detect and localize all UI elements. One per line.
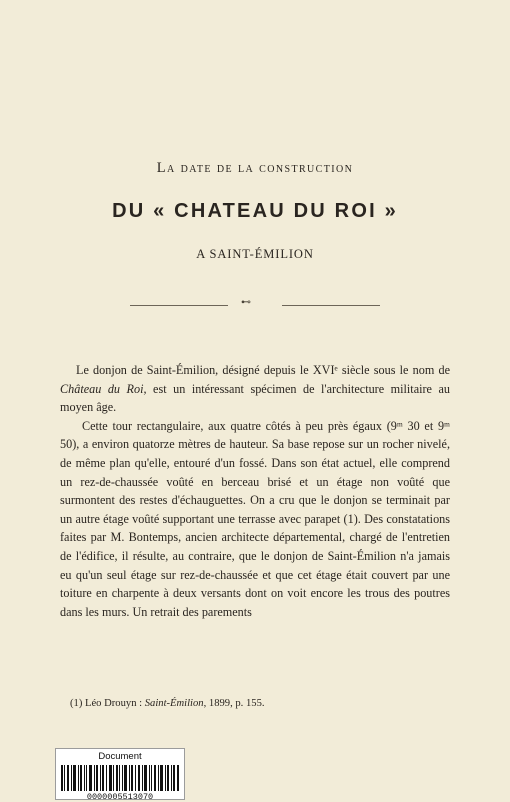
- title-line-1: La date de la construction: [156, 160, 354, 176]
- stamp-label: Document: [98, 751, 142, 762]
- footnote-suffix: , 1899, p. 155.: [203, 698, 265, 709]
- title-line-3: A SAINT-ÉMILION: [196, 247, 314, 261]
- paragraph-1-end: est un intéressant spécimen de l'architecture militaire au moyen âge.: [60, 381, 450, 415]
- footnote-prefix: (1) Léo Drouyn :: [70, 698, 145, 709]
- ornament-rule-right: [282, 305, 380, 306]
- footnote: [70, 698, 450, 709]
- paragraph-2: Cette tour rectangulaire, aux quatre côtés à peu près égaux (9ᵐ 30 et 9ᵐ 50), a environ quatorze mètres de hauteur. Sa base repose sur un rocher nivelé, de même plan qu'elle, entouré d'un fossé. Dans son état actuel, elle comprend un rez-de-chaussée voûté en berceau brisé et un étage non voûté que surmontent des restes d'échauguettes. On a cru que le donjon se terminait par un autre étage voûté supportant une terrasse avec parapet (1). Des constatations faites par M. Bontemps, ancien architecte départemental, chargé de l'entretien de l'édifice, il résulte, au contraire, que le donjon de Saint-Émilion n'a jamais eu qu'un seul étage sur rez-de-chaussée et que cet étage était couvert par une toiture en charpente à deux versants dont on voit encore les trous des poutres dans les murs. Un retrait des parements: [60, 418, 450, 619]
- ornament-glyph-icon: ⊷: [241, 297, 251, 308]
- paragraph-1-italic: Château du Roi,: [60, 381, 147, 396]
- body-text: [60, 361, 450, 621]
- barcode-icon: [61, 765, 179, 791]
- barcode-number: 0000005513070: [86, 792, 154, 802]
- section-ornament: [130, 297, 380, 310]
- paragraph-1-start: Le donjon de Saint-Émilion, désigné depuis le XVIᵉ siècle sous le nom de: [76, 363, 450, 377]
- title-line-2: DU « CHATEAU DU ROI »: [112, 200, 398, 222]
- paragraph-1: [60, 361, 450, 417]
- ornament-rule-left: [130, 305, 228, 306]
- footnote-italic: Saint-Émilion: [144, 698, 204, 709]
- library-barcode-stamp: [55, 748, 185, 800]
